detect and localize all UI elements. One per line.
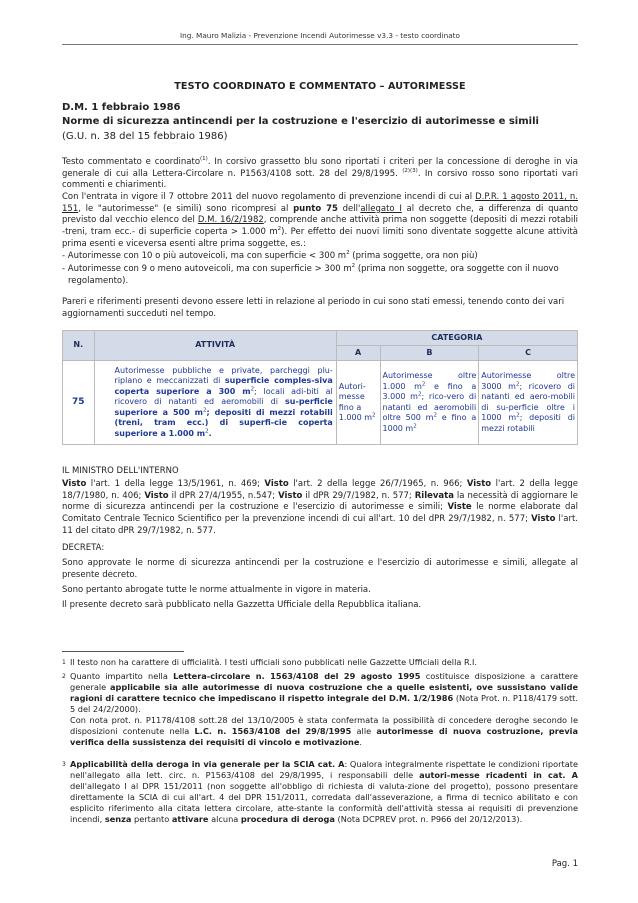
row-cat-b: Autorimesse oltre 1.000 $m^2$ e fino a 3.000 $m^2$; rico-vero di natanti ed aeromobili oltre 500 $m^2$ e fino a 1000 $m^2$	[380, 361, 479, 445]
footnote-2: 2 Quanto impartito nella Lettera-circolare n. 1563/4108 del 29 agosto 1995 costituisce disposizione a carattere generale applicabile sia alle autorimesse di nuova costruzione che a quelle esistenti, ove sussistano valide ragioni di carattere tecnico che impediscano il rispetto integrale del D.M. 1/2/1986 (Nota Prot. n. P118/4179 sott. 5 del 24/2/2000). Con nota prot. n. P1178/4108 sott.28 del 13/10/2005 è stata confermata la possibilità di concedere deroghe secondo le disposizioni contenute nella L.C. n. 1563/4108 del 29/8/1995 alle autorimesse di nuova costruzione, previa verifica della sussistenza dei requisiti di vincolo e motivazione.	[62, 671, 579, 747]
pareri-note: Pareri e riferimenti presenti devono essere letti in relazione al periodo in cui sono stati emessi, tenendo conto dei vari aggiornamenti succeduti nel tempo.	[62, 297, 565, 319]
header-rule	[62, 44, 578, 45]
comment-paragraph: Con l'entrata in vigore il 7 ottobre 2011 del nuovo regolamento di prevenzione incendi di cui al D.P.R. 1 agosto 2011, n. 151, le "autorimesse" (e simili) sono ricompresi al punto 75 dell'allegato I al decreto che, a differenza di quanto previsto dal vecchio elenco del D.M. 16/2/1982, comprende anche attività prima non soggette (depositi di mezzi rotabili -treni, tram ecc.- di superficie coperta > 1.000 $m^2$). Per effetto dei nuovi limiti sono diventate soggette alcune attività prima esenti e viceversa esenti altre prima soggette, es.:	[62, 192, 578, 249]
decreta-heading: DECRETA:	[62, 543, 105, 553]
link-dm-1982[interactable]: D.M. 16/2/1982	[197, 215, 264, 226]
footnote-ref-1[interactable]: (1)	[200, 156, 208, 163]
col-a: A	[336, 346, 380, 361]
col-n: N.	[63, 331, 95, 361]
row-activity: Autorimesse pubbliche e private, parcheggi plu-riplano e meccanizzati di superficie comples-siva coperta superiore a 300 $m^2$; locali adi-biti al ricovero di natanti ed aeromobili di su-perficie superiore a 500 $m^2$; depositi di mezzi rotabili (treni, tram ecc.) di superfi-cie coperta superiore a 1.000 $m^2$.	[94, 361, 336, 445]
decree-heading	[62, 101, 582, 129]
decreta-line-3: Il presente decreto sarà pubblicato nella Gazzetta Ufficiale della Repubblica italiana.	[62, 600, 422, 610]
footnote-ref-2-3[interactable]: (2)(3)	[402, 167, 418, 174]
row-cat-c: Autorimesse oltre 3000 $m^2$; ricovero di natanti ed aero-mobili di su-perficie oltre i 1000 $m^2$; depositi di mezzi rotabili	[479, 361, 578, 445]
footnote-rule	[62, 651, 184, 652]
gazette-reference: (G.U. n. 38 del 15 febbraio 1986)	[62, 131, 228, 142]
col-b: B	[380, 346, 479, 361]
ministro-heading: IL MINISTRO DELL'INTERNO	[62, 466, 179, 476]
decree-subject: Norme di sicurezza antincendi per la costruzione e l'esercizio di autorimesse e simili	[62, 116, 539, 127]
link-dpr-151[interactable]: D.P.R. 1 agosto 2011, n. 151	[62, 192, 578, 214]
decreta-line-2: Sono pertanto abrogate tutte le norme attualmente in vigore in materia.	[62, 585, 371, 595]
activity-table	[62, 330, 578, 445]
intro-paragraph: Testo commentato e coordinato$^{(1)}$. In corsivo grassetto blu sono riportati i criteri per la concessione di deroghe in via generale di cui alla Lettera-Circolare n. P1563/4108 sott. 28 del 29/8/1995. $^{(2)(3)}$. In corsivo rosso sono riportati vari commenti e chiarimenti.	[62, 156, 578, 191]
document-title: TESTO COORDINATO E COMMENTATO – AUTORIMESSE	[174, 81, 466, 92]
bullet-1: - Autorimesse con 10 o più autoveicoli, ma con superficie < 300 $m^2$ (prima soggette, ora non più)	[62, 250, 478, 261]
row-number: 75	[63, 361, 95, 445]
page-number: Pag. 1	[551, 859, 578, 869]
row-cat-a: Autori-messe fino a 1.000 $m^2$	[336, 361, 380, 445]
ministro-paragraph: Visto l'art. 1 della legge 13/5/1961, n. 469; Visto l'art. 2 della legge 26/7/1965, n. 966; Visto l'art. 2 della legge 18/7/1980, n. 406; Visto il dPR 27/4/1955, n.547; Visto il dPR 29/7/1982, n. 577; Rilevata la necessità di aggiornare le norme di sicurezza antincendi per la costruzione e l'esercizio di autorimesse e simili; Viste le norme elaborate dal Comitato Centrale Tecnico Scientifico per la prevenzione incendi di cui all'art. 10 del dPR 29/7/1982, n. 577; Visto l'art. 11 del citato dPR 29/7/1982, n. 577.	[62, 479, 579, 536]
col-c: C	[479, 346, 578, 361]
bullet-2: - Autorimesse con 9 o meno autoveicoli, ma con superficie > 300 $m^2$ (prima non soggette, ora soggette con il nuovo regolamento).	[62, 263, 559, 286]
footnote-1: 1 Il testo non ha carattere di ufficialità. I testi ufficiali sono pubblicati nelle Gazzette Ufficiali della R.I.	[62, 657, 477, 667]
col-categoria: CATEGORIA	[336, 331, 577, 346]
decreta-line-1: Sono approvate le norme di sicurezza antincendi per la costruzione e l'esercizio di autorimesse e simili, allegate al presente decreto.	[62, 558, 578, 580]
link-allegato-i[interactable]: allegato I	[360, 203, 402, 214]
col-attivita: ATTIVITÀ	[94, 331, 336, 361]
footnote-3: 3 Applicabilità della deroga in via generale per la SCIA cat. A: Qualora integralmente rispettate le condizioni riportate nell'allegato alla lett. circ. n. P1563/4108 del 29/8/1995, i responsabili delle autori-messe ricadenti in cat. A dell'allegato I al DPR 151/2011 (non soggette all'obbligo di richiesta di valuta-zione del progetto), possono presentare direttamente la SCIA di cui all'art. 4 del DPR 151/2011, corredata dall'asseverazione, a firma di tecnico abilitato e con esplicito riferimento alla citata lettera circolare, atte-stante la conformità dell'attività stessa ai requisiti di prevenzione incendi, senza pertanto attivare alcuna procedura di deroga (Nota DCPREV prot. n. P966 del 20/12/2013).	[62, 759, 579, 824]
table-row	[63, 361, 578, 445]
running-header: Ing. Mauro Malizia - Prevenzione Incendi Autorimesse v3.3 - testo coordinato	[179, 31, 461, 40]
document-page	[62, 0, 578, 903]
decree-date: D.M. 1 febbraio 1986	[62, 102, 181, 113]
